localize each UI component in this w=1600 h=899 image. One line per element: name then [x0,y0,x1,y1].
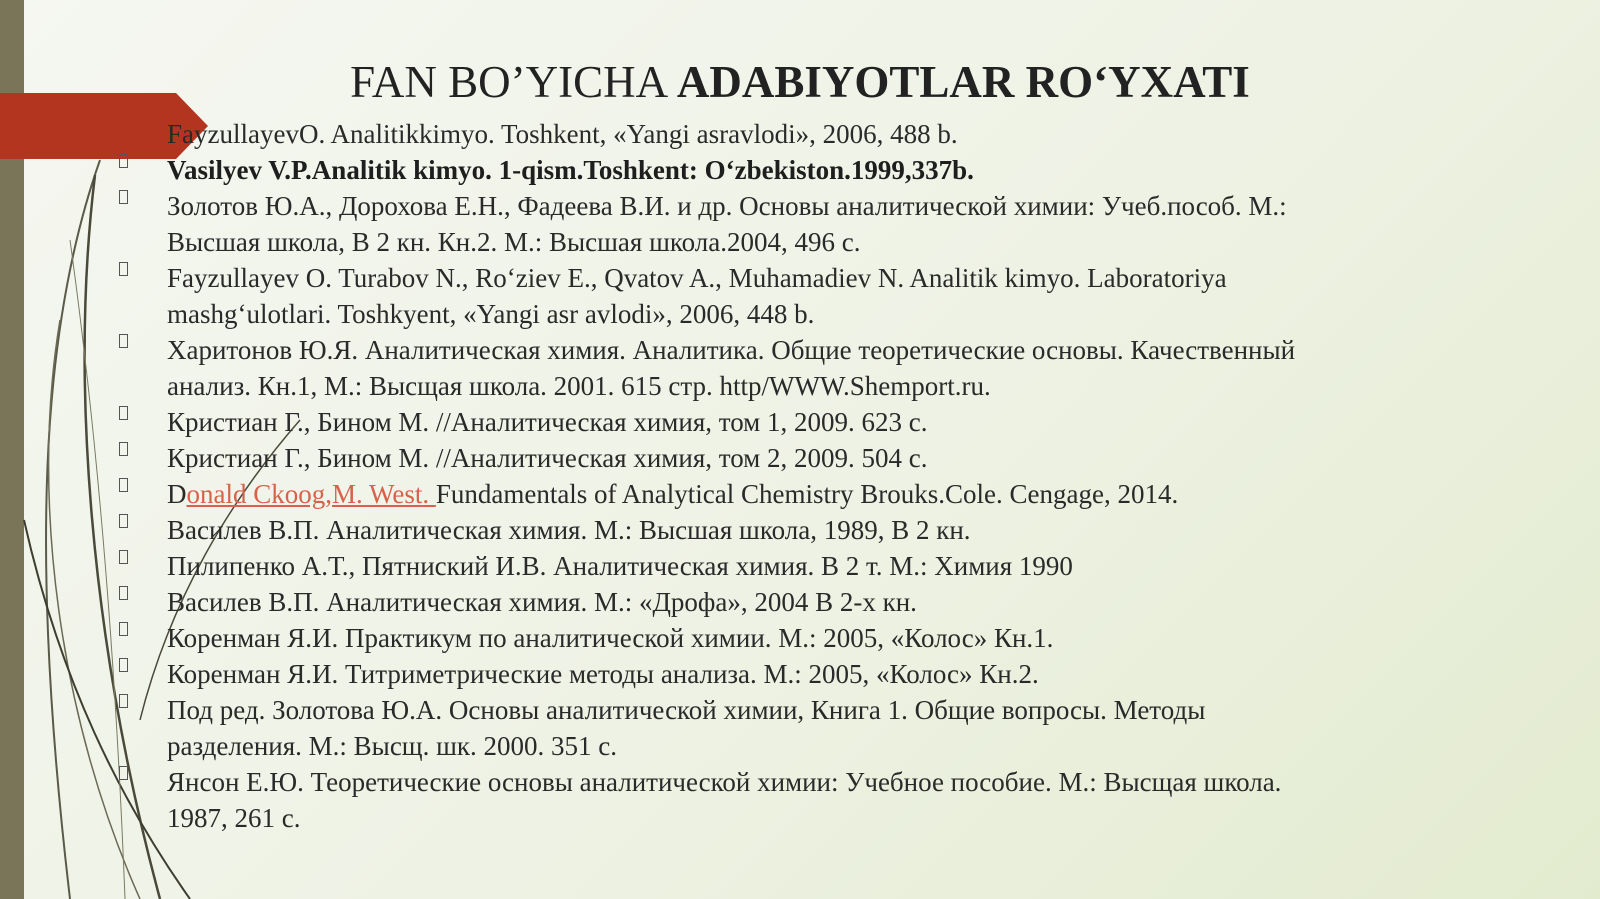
bullet-icon [119,622,128,636]
reference-text: Пилипенко А.Т., Пятниский И.В. Аналитическая химия. В 2 т. М.: Химия 1990 [167,551,1073,581]
reference-text: Vasilyev V.P.Analitik kimyo. 1-qism.Toshkent: O‘zbekiston.1999,337b. [167,155,974,185]
reference-text: Кристиан Г., Бином М. //Аналитическая химия, том 2, 2009. 504 с. [167,443,928,473]
reference-text: Коренман Я.И. Титриметрические методы анализа. М.: 2005, «Колос» Кн.2. [167,659,1039,689]
bullet-icon [119,586,128,600]
reference-text: Кристиан Г., Бином М. //Аналитическая химия, том 1, 2009. 623 с. [167,407,928,437]
bullet-icon [119,154,128,168]
reference-text: Василев В.П. Аналитическая химия. М.: Высшая школа, 1989, В 2 кн. [167,515,971,545]
bullet-icon [119,334,128,348]
bullet-icon [119,478,128,492]
bullet-icon [119,694,128,708]
reference-text: Янсон Е.Ю. Теоретические основы аналитической химии: Учебное пособие. М.: Высщая школа. 1987, 261 с. [167,767,1282,833]
bullet-icon [119,550,128,564]
title-bold: ADABIYOTLAR RO‘YXATI [676,57,1250,107]
bullet-icon [119,262,128,276]
reference-text: Коренман Я.И. Практикум по аналитической химии. М.: 2005, «Колос» Кн.1. [167,623,1054,653]
bullet-icon [119,406,128,420]
reference-text: FayzullayevO. Analitikkimyo. Toshkent, «Yangi asravlodi», 2006, 488 b. [167,119,958,149]
reference-text: Харитонов Ю.Я. Аналитическая химия. Аналитика. Общие теоретические основы. Качественный анализ. Кн.1, М.: Высщая школа. 2001. 615 стр. http/WWW.Shemport.ru. [167,335,1296,401]
reference-text: Donald Ckoog,M. West. Fundamentals of Analytical Chemistry Brouks.Cole. Cengage, 2014. [167,479,1179,509]
bullet-icon [119,190,128,204]
bullet-icon [119,658,128,672]
reference-text: Fayzullayev O. Turabov N., Ro‘ziev E., Qvatov A., Muhamadiev N. Analitik kimyo. Laboratoriya mashg‘ulotlari. Toshkyent, «Yangi asr avlodi», 2006, 448 b. [167,263,1227,329]
reference-link[interactable]: onald Ckoog,M. West [186,479,423,509]
bullet-icon [119,514,128,528]
reference-text: Под ред. Золотова Ю.А. Основы аналитической химии, Книга 1. Общие вопросы. Методы разделения. М.: Высщ. шк. 2000. 351 с. [167,695,1206,761]
bullet-icon [119,766,128,780]
bullet-icon [119,442,128,456]
reference-text: Василев В.П. Аналитическая химия. М.: «Дрофа», 2004 В 2-х кн. [167,587,917,617]
reference-text: Золотов Ю.А., Дорохова Е.Н., Фадеева В.И. и др. Основы аналитической химии: Учеб.пособ. М.: Высшая школа, В 2 кн. Кн.2. М.: Высшая школа.2004, 496 с. [167,191,1287,257]
title-regular: FAN BO’YICHA [350,57,677,107]
